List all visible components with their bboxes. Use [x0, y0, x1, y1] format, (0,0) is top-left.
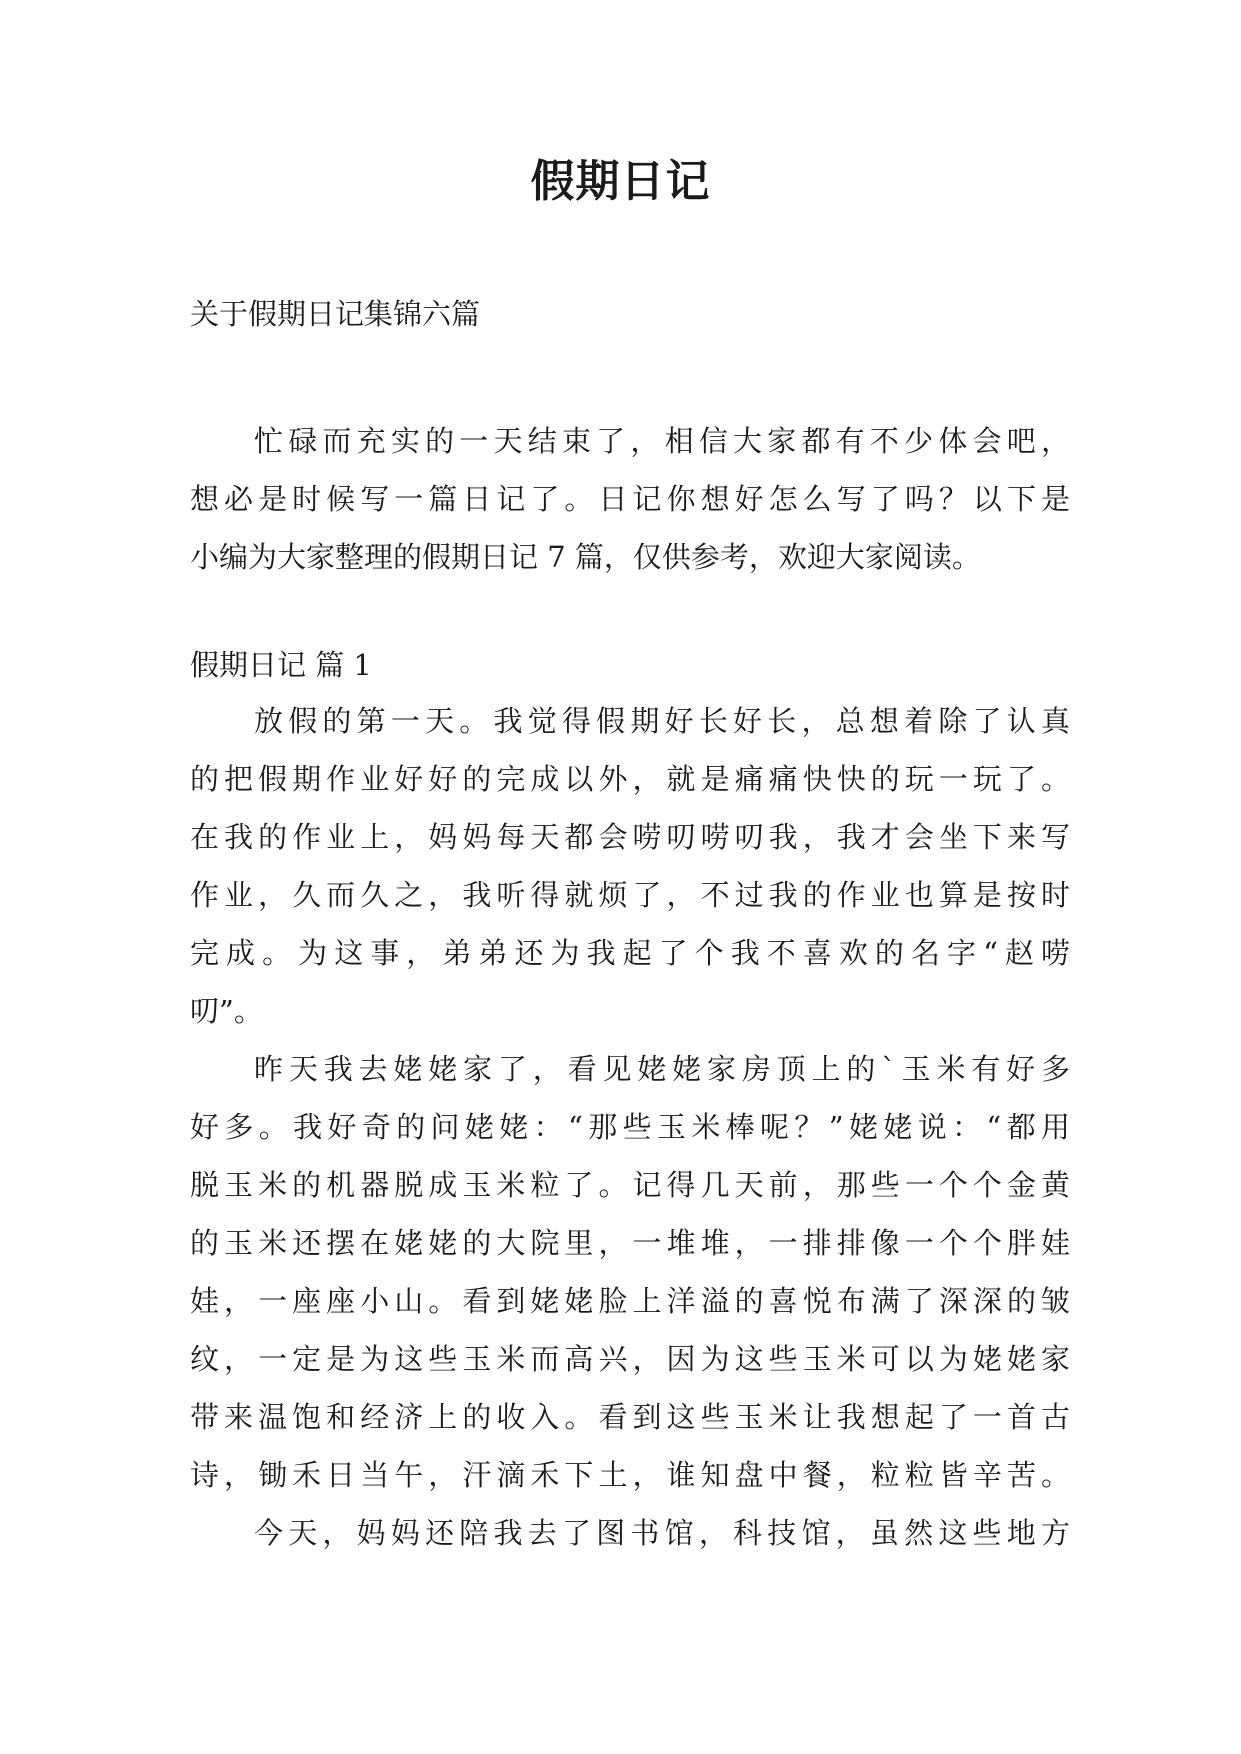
intro-paragraph	[190, 412, 1070, 586]
paragraph-line: 脱玉米的机器脱成玉米粒了。记得几天前，那些一个个金黄	[190, 1168, 1070, 1202]
paragraph-line: 放假的第一天。我觉得假期好长好长，总想着除了认真	[254, 704, 1070, 738]
intro-line: 小编为大家整理的假期日记 7 篇，仅供参考，欢迎大家阅读。	[190, 540, 981, 574]
paragraph-line: 纹，一定是为这些玉米而高兴，因为这些玉米可以为姥姥家	[190, 1342, 1070, 1376]
intro-line: 忙碌而充实的一天结束了，相信大家都有不少体会吧，	[254, 424, 1070, 458]
paragraph-line: 好多。我好奇的问姥姥：“那些玉米棒呢？”姥姥说：“都用	[190, 1110, 1070, 1144]
paragraph-line: 叨”。	[190, 994, 263, 1028]
paragraph-line: 带来温饱和经济上的收入。看到这些玉米让我想起了一首古	[190, 1400, 1070, 1434]
paragraph-line: 作业，久而久之，我听得就烦了，不过我的作业也算是按时	[190, 878, 1070, 912]
paragraph-line: 的玉米还摆在姥姥的大院里，一堆堆，一排排像一个个胖娃	[190, 1226, 1070, 1260]
body-text	[190, 692, 1070, 1562]
intro-line: 想必是时候写一篇日记了。日记你想好怎么写了吗？以下是	[190, 482, 1070, 516]
document-subtitle: 关于假期日记集锦六篇	[190, 297, 481, 331]
paragraph-line: 完成。为这事，弟弟还为我起了个我不喜欢的名字“赵唠	[190, 936, 1070, 970]
document-title: 假期日记	[530, 156, 711, 207]
paragraph-line: 诗，锄禾日当午，汗滴禾下土，谁知盘中餐，粒粒皆辛苦。	[190, 1458, 1070, 1492]
paragraph-line: 的把假期作业好好的完成以外，就是痛痛快快的玩一玩了。	[190, 762, 1070, 796]
paragraph-line: 今天，妈妈还陪我去了图书馆，科技馆，虽然这些地方	[254, 1516, 1070, 1550]
paragraph-line: 在我的作业上，妈妈每天都会唠叨唠叨我，我才会坐下来写	[190, 820, 1070, 854]
paragraph-line: 娃，一座座小山。看到姥姥脸上洋溢的喜悦布满了深深的皱	[190, 1284, 1070, 1318]
paragraph-line: 昨天我去姥姥家了，看见姥姥家房顶上的`玉米有好多	[254, 1052, 1070, 1086]
section-heading: 假期日记 篇 1	[190, 648, 372, 682]
